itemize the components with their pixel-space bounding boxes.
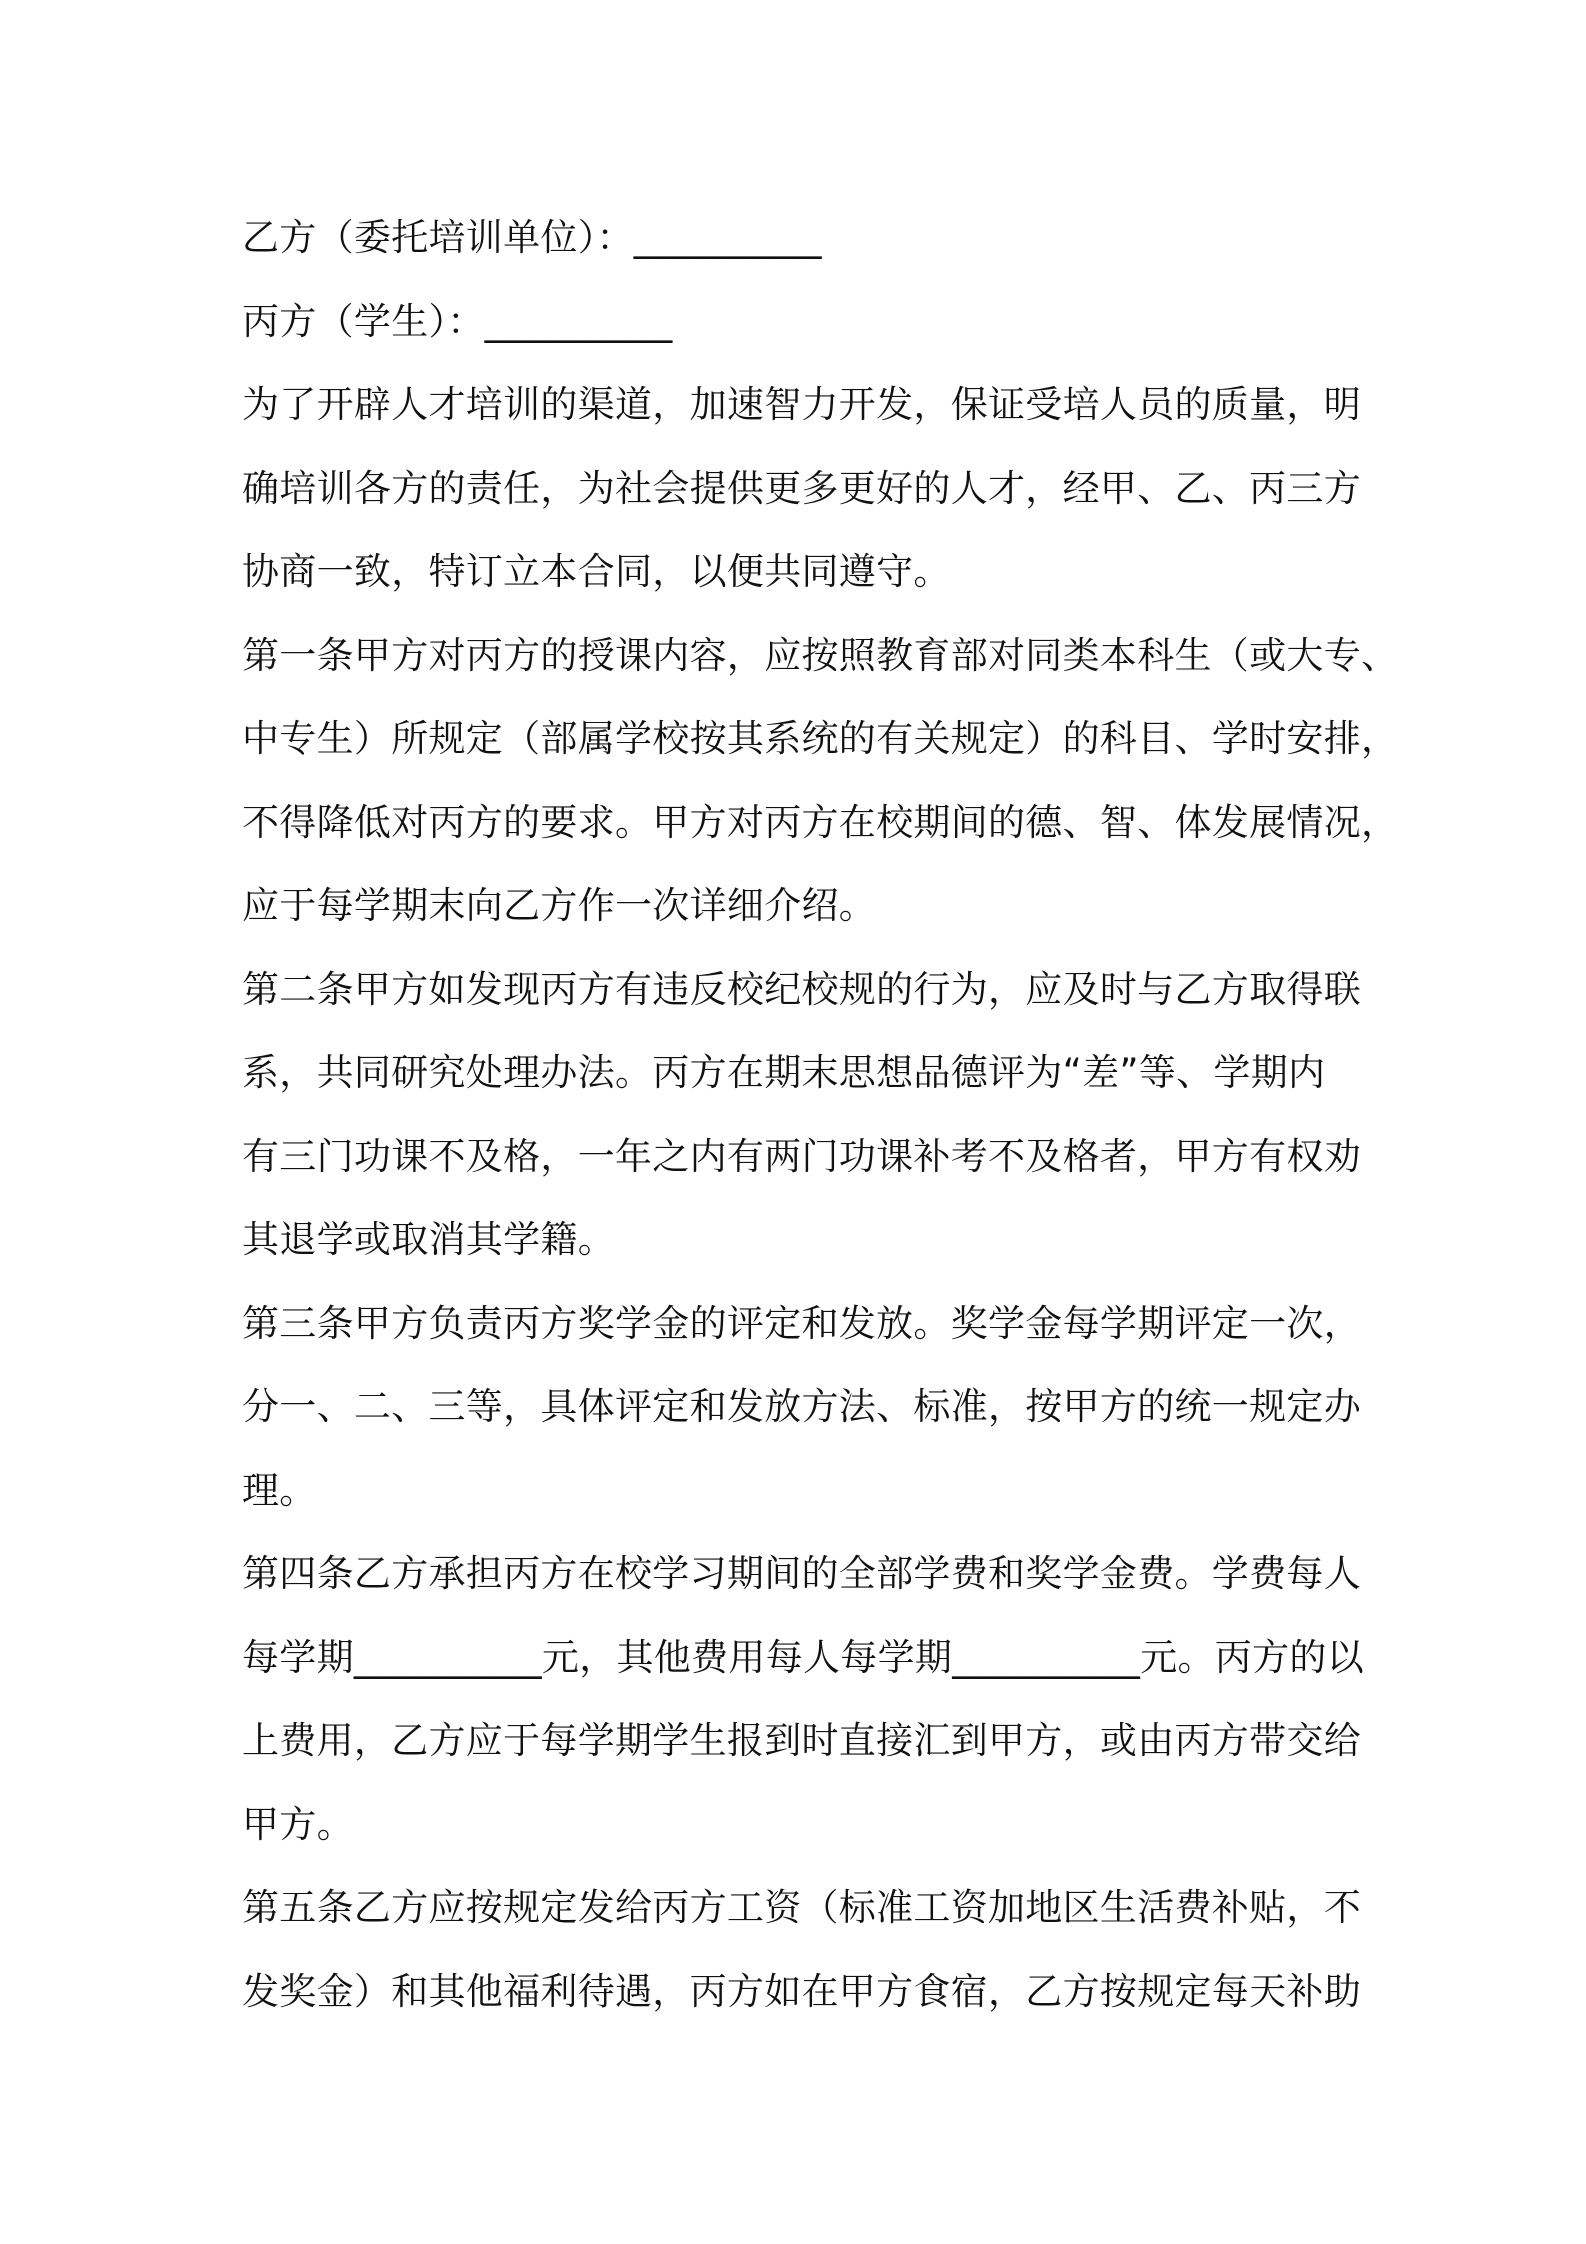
article-4-line-1: 第四条乙方承担丙方在校学习期间的全部学费和奖学金费。学费每人 xyxy=(242,1552,1361,1595)
article-2-line-3: 有三门功课不及格，一年之内有两门功课补考不及格者，甲方有权劝 xyxy=(242,1134,1361,1178)
party-c-line: 丙方（学生）：__________ xyxy=(242,299,673,343)
article-4-line-4: 甲方。 xyxy=(242,1802,354,1846)
article-3-line-2: 分一、二、三等，具体评定和发放方法、标准，按甲方的统一规定办 xyxy=(242,1385,1361,1428)
article-2-line-1: 第二条甲方如发现丙方有违反校纪校规的行为，应及时与乙方取得联 xyxy=(242,967,1361,1011)
article-1-line-4: 应于每学期末向乙方作一次详细介绍。 xyxy=(242,884,877,927)
article-1-line-3: 不得降低对丙方的要求。甲方对丙方在校期间的德、智、体发展情况， xyxy=(242,800,1399,844)
article-2-line-4: 其退学或取消其学籍。 xyxy=(242,1218,615,1261)
article-4-line-3: 上费用，乙方应于每学期学生报到时直接汇到甲方，或由丙方带交给 xyxy=(242,1719,1361,1762)
article-3-line-1: 第三条甲方负责丙方奖学金的评定和发放。奖学金每学期评定一次， xyxy=(242,1301,1361,1345)
article-3-line-3: 理。 xyxy=(242,1468,317,1512)
article-4-line-2: 每学期__________元，其他费用每人每学期__________元。丙方的以 xyxy=(242,1635,1364,1679)
article-5-line-1: 第五条乙方应按规定发给丙方工资（标准工资加地区生活费补贴，不 xyxy=(242,1886,1361,1929)
preamble-line-2: 确培训各方的责任，为社会提供更多更好的人才，经甲、乙、丙三方 xyxy=(242,466,1361,510)
article-2-line-2: 系，共同研究处理办法。丙方在期末思想品德评为“差”等、学期内 xyxy=(242,1051,1326,1094)
article-5-line-2: 发奖金）和其他福利待遇，丙方如在甲方食宿，乙方按规定每天补助 xyxy=(242,1969,1361,2013)
article-1-line-2: 中专生）所规定（部属学校按其系统的有关规定）的科目、学时安排， xyxy=(242,717,1399,760)
contract-body xyxy=(242,196,1399,2033)
preamble-line-1: 为了开辟人才培训的渠道，加速智力开发，保证受培人员的质量，明 xyxy=(242,383,1361,426)
article-1-line-1: 第一条甲方对丙方的授课内容，应按照教育部对同类本科生（或大专、 xyxy=(242,633,1399,677)
party-b-line: 乙方（委托培训单位）：__________ xyxy=(242,216,822,259)
preamble-line-3: 协商一致，特订立本合同，以便共同遵守。 xyxy=(242,550,951,593)
